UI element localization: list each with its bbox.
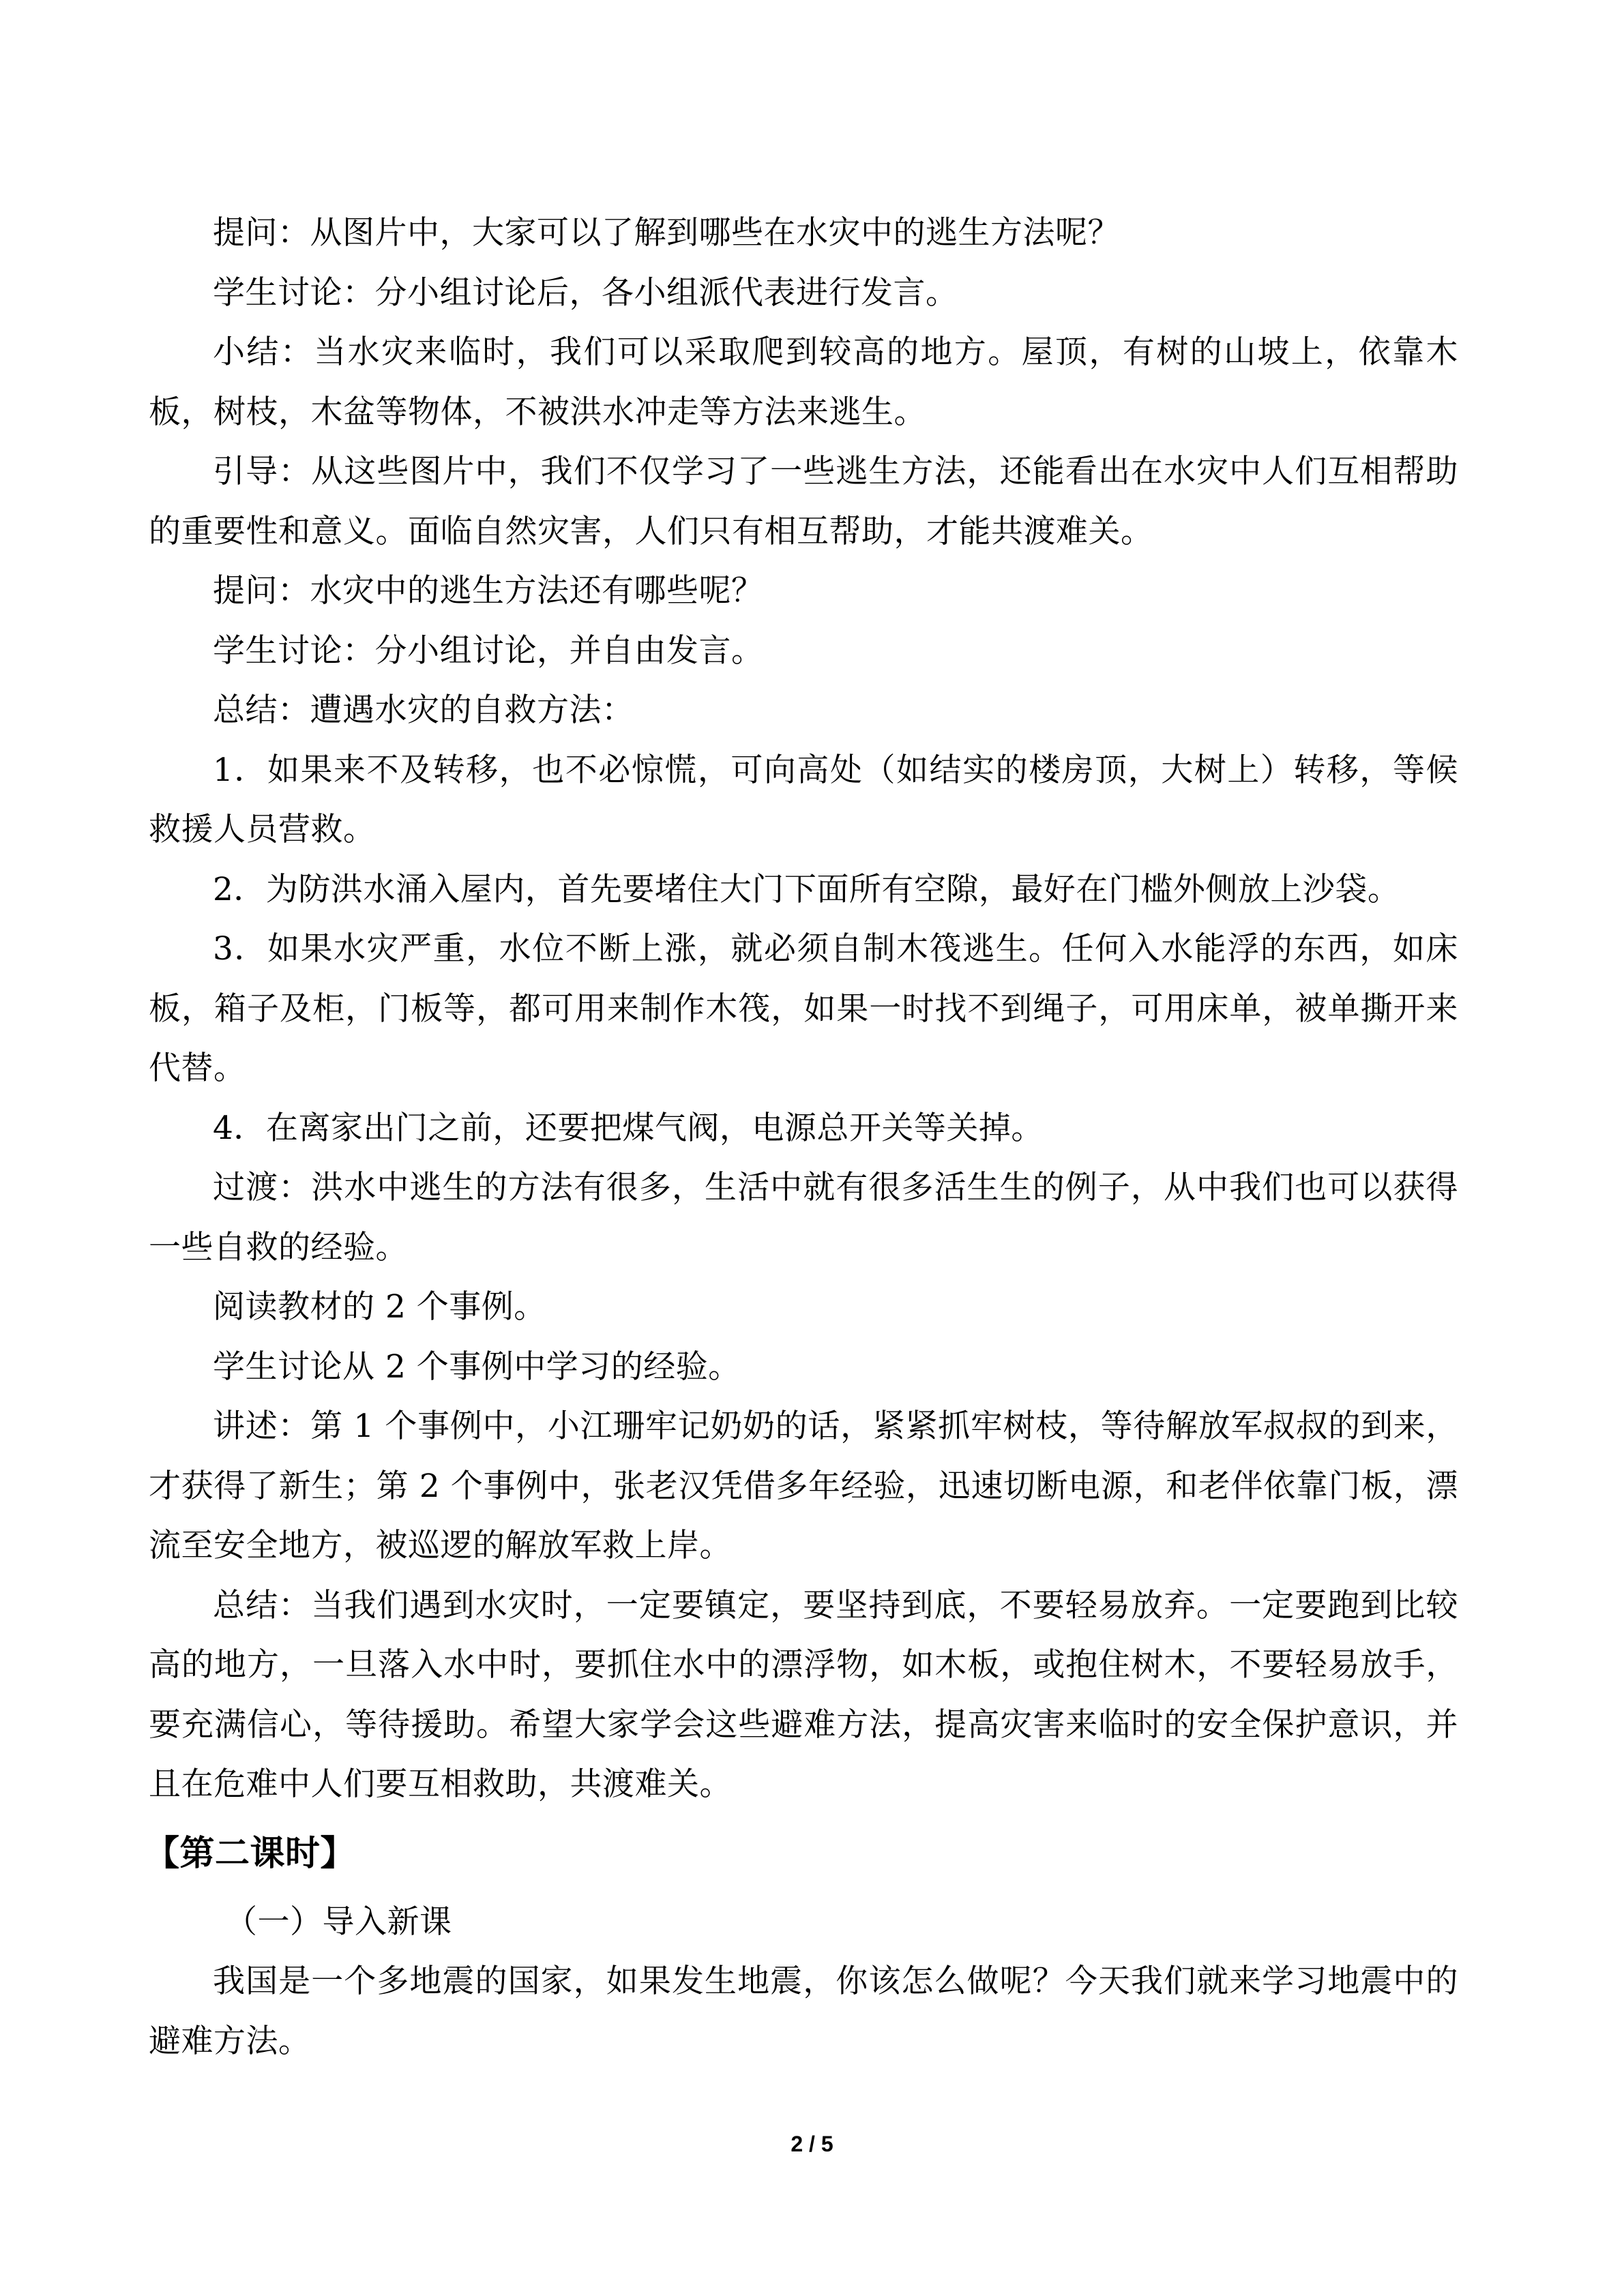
list-item: 2．为防洪水涌入屋内，首先要堵住大门下面所有空隙，最好在门槛外侧放上沙袋。 (213, 870, 1400, 908)
paragraph: 学生讨论：分小组讨论后，各小组派代表进行发言。 (213, 273, 958, 312)
list-item: 4．在离家出门之前，还要把煤气阀，电源总开关等关掉。 (213, 1109, 1044, 1147)
paragraph: 总结：当我们遇到水灾时，一定要镇定，要坚持到底，不要轻易放弃。一定要跑到比较高的地方，一旦落入水中时，要抓住水中的漂浮物，如木板，或抱住树木，不要轻易放手，要充满信心，等待援助。希望大家学会这些避难方法，提高灾害来临时的安全保护意识，并且在危难中人们要互相救助，共渡难关。 (149, 1586, 1458, 1803)
paragraph: 讲述：第 1 个事例中，小江珊牢记奶奶的话，紧紧抓牢树枝，等待解放军叔叔的到来，才获得了新生；第 2 个事例中，张老汉凭借多年经验，迅速切断电源，和老伴依靠门板，漂流至安全地方，被巡逻的解放军救上岸。 (149, 1407, 1458, 1564)
paragraph: 提问：从图片中，大家可以了解到哪些在水灾中的逃生方法呢？ (213, 214, 1120, 252)
paragraph: 我国是一个多地震的国家，如果发生地震，你该怎么做呢？今天我们就来学习地震中的避难方法。 (149, 1963, 1458, 2060)
sub-heading: （一）导入新课 (225, 1903, 452, 1941)
paragraph: 学生讨论：分小组讨论，并自由发言。 (213, 631, 764, 670)
document-body (145, 203, 1458, 2071)
page-number: 2 / 5 (791, 2132, 833, 2156)
paragraph: 过渡：洪水中逃生的方法有很多，生活中就有很多活生生的例子，从中我们也可以获得一些自救的经验。 (149, 1169, 1458, 1266)
list-item: 1．如果来不及转移，也不必惊慌，可向高处（如结实的楼房顶，大树上）转移，等候救援人员营救。 (149, 751, 1458, 848)
paragraph: 阅读教材的 2 个事例。 (213, 1288, 546, 1326)
list-item: 3．如果水灾严重，水位不断上涨，就必须自制木筏逃生。任何入水能浮的东西，如床板，箱子及柜，门板等，都可用来制作木筏，如果一时找不到绳子，可用床单，被单撕开来代替。 (149, 930, 1458, 1087)
paragraph: 提问：水灾中的逃生方法还有哪些呢？ (213, 572, 764, 610)
paragraph: 总结：遭遇水灾的自救方法： (213, 691, 634, 729)
paragraph: 学生讨论从 2 个事例中学习的经验。 (213, 1347, 741, 1386)
section-heading: 【第二课时】 (145, 1833, 356, 1874)
paragraph: 引导：从这些图片中，我们不仅学习了一些逃生方法，还能看出在水灾中人们互相帮助的重要性和意义。面临自然灾害，人们只有相互帮助，才能共渡难关。 (149, 453, 1458, 550)
paragraph: 小结：当水灾来临时，我们可以采取爬到较高的地方。屋顶，有树的山坡上，依靠木板，树枝，木盆等物体，不被洪水冲走等方法来逃生。 (149, 333, 1458, 431)
